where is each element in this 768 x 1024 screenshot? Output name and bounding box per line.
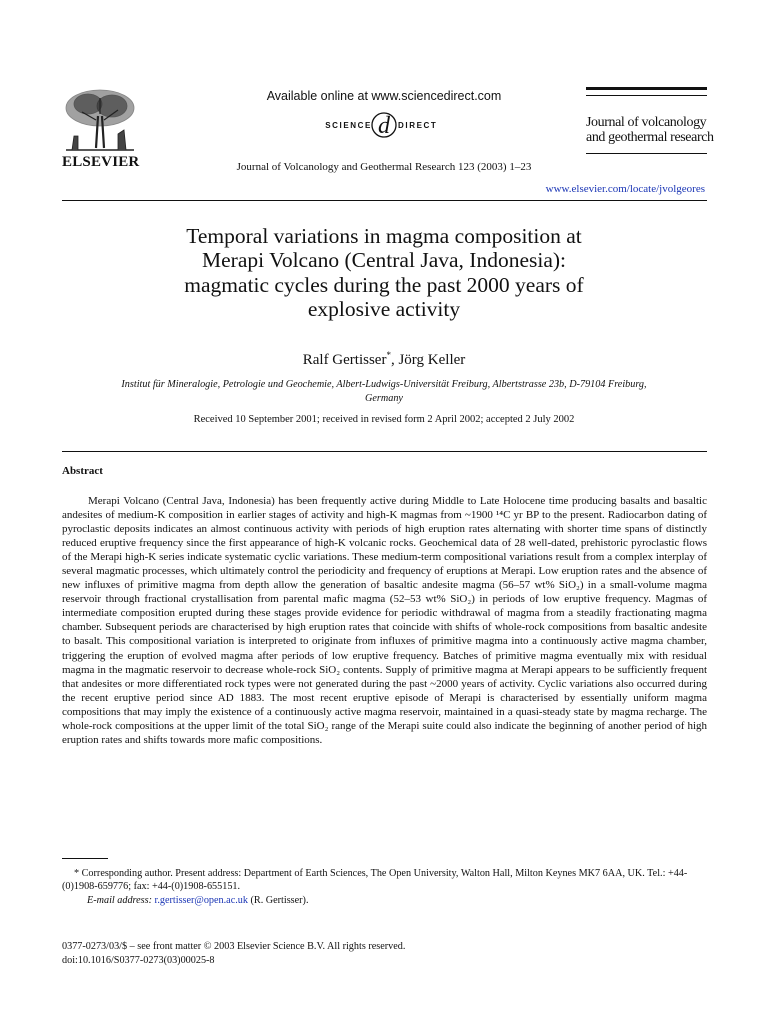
footnote-rule <box>62 858 108 859</box>
email-link[interactable]: r.gertisser@open.ac.uk <box>154 894 248 906</box>
author-2: Jörg Keller <box>398 352 466 368</box>
affiliation-line-2: Germany <box>365 393 403 404</box>
header-divider <box>62 200 707 201</box>
received-dates: Received 10 September 2001; received in revised form 2 April 2002; accepted 2 July 2002 <box>193 414 575 425</box>
publisher-name: ELSEVIER <box>62 154 140 170</box>
title-line-4: explosive activity <box>307 296 461 321</box>
abstract-text: Merapi Volcano (Central Java, Indonesia) has been frequently active during Middle to Late Holocene time producing basalts and basaltic andesites of medium-K composition in earlier stages of activity and high-K magmas from ~1900 ¹⁴C yr BP to the present. Radiocarbon dating of pyroclastic deposits indicates an almost continuous activity with periods of high eruption rates alternating with shorter time spans of distinctly reduced eruptive frequency since the first appearance of high-K volcanic rocks. Geochemical data of 28 well-dated, prehistoric pyroclastic flows of the Merapi high-K series indicate systematic cyclic variations. These medium-term compositional variations result from a complex interplay of several magmatic processes, which ultimately control the periodicity and frequency of eruptions at Merapi. Low eruption rates and the absence of new influxes of primitive magma from depth allow the generation of basaltic andesite magma (56–57 wt% SiO₂) in a small-volume magma reservoir through fractional crystallisation from parental mafic magma (52–53 wt% SiO₂) in periods of low eruptive frequency. Magmas of intermediate composition erupted during these stages provide evidence for periodic withdrawal of magma from a steadily fractionating magma chamber. Subsequent periods are characterised by high eruption rates that coincide with shifts of whole-rock compositions from basaltic andesite to basalt. This compositional variation is interpreted to originate from influxes of primitive magma into a continuously active magma chamber, triggering the eruption of evolved magma after periods of low eruptive frequency. Batches of primitive magma eventually mix with residual magma in the magmatic reservoir to decrease whole-rock SiO₂ contents. Supply of primitive magma at Merapi appears to be sufficiently frequent that andesites or more differentiated rock types were not generated during the past ~2000 years of activity. Cyclic variations also occurred during the recent eruptive period since AD 1883. The most recent eruptive episode of Merapi is characterised by essentially uniform magma compositions that may imply the existence of a continuously active magma reservoir, maintained in a quasi-steady state by magma recharge. The whole-rock compositions at the upper limit of the total SiO₂ range of the Merapi suite could also indicate the beginning of another period of high eruption rates and shifts towards more mafic compositions. <box>62 495 707 746</box>
copyright-line: 0377-0273/03/$ – see front matter © 2003 Elsevier Science B.V. All rights reserved. <box>62 941 406 952</box>
available-online-link[interactable]: Available online at www.sciencedirect.com <box>266 89 502 103</box>
journal-logo-rules <box>586 87 707 96</box>
email-label: E-mail address: <box>87 894 152 906</box>
sciencedirect-left-text: SCIENCE <box>325 121 372 130</box>
article-title <box>90 224 678 321</box>
affiliation <box>90 378 678 406</box>
copyright <box>62 940 405 967</box>
title-line-1: Temporal variations in magma composition at <box>186 224 582 248</box>
author-1: Ralf Gertisser <box>302 352 387 368</box>
abstract-heading: Abstract <box>62 465 103 477</box>
author-separator: , <box>390 352 399 368</box>
doi-line: doi:10.1016/S0377-0273(03)00025-8 <box>62 954 215 966</box>
affiliation-line-1: Institut für Mineralogie, Petrologie und Geochemie, Albert-Ludwigs-Universität Freiburg, Albertstrasse 23b, D-79104 Freiburg, <box>121 379 647 390</box>
journal-logo-bottom-rule <box>586 153 707 154</box>
sciencedirect-logo-icon <box>300 108 468 140</box>
footnote <box>62 867 707 907</box>
corresponding-mark[interactable]: * <box>386 350 391 360</box>
authors <box>200 350 568 369</box>
elsevier-tree-logo-icon <box>60 86 140 156</box>
abstract-divider <box>62 451 707 452</box>
journal-url-link[interactable]: www.elsevier.com/locate/jvolgeores <box>545 183 705 195</box>
corresponding-author-note: * Corresponding author. Present address: Department of Earth Sciences, The Open University, Walton Hall, Milton Keynes MK7 6AA, UK. Tel.: +44-(0)1908-659776; fax: +44-(0)1908-655151. <box>62 868 688 893</box>
journal-logo-line2: and geothermal research <box>586 130 714 145</box>
sciencedirect-right-text: DIRECT <box>398 121 438 130</box>
journal-citation: Journal of Volcanology and Geothermal Research 123 (2003) 1–23 <box>236 161 532 173</box>
email-suffix: (R. Gertisser). <box>250 894 309 906</box>
title-line-2: Merapi Volcano (Central Java, Indonesia): <box>202 248 566 273</box>
journal-logo-title <box>586 115 714 145</box>
title-line-3: magmatic cycles during the past 2000 years of <box>184 272 584 297</box>
sciencedirect-mark: d <box>378 113 390 139</box>
journal-logo-line1: Journal of volcanology <box>586 115 707 130</box>
email-line <box>62 894 707 907</box>
